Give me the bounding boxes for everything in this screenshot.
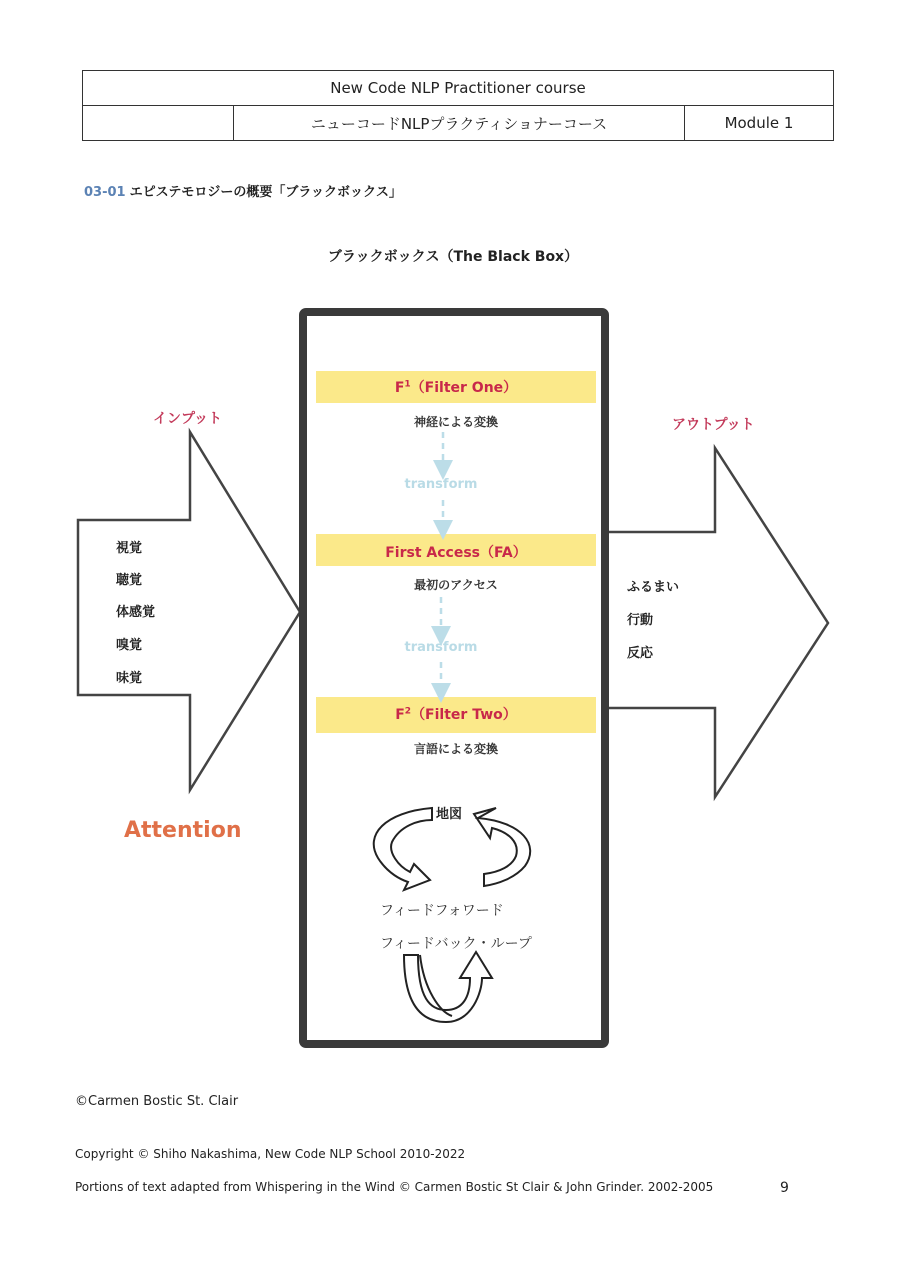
map-label: 地図 [436, 807, 463, 822]
course-title-ja: ニューコードNLPプラクティショナーコース [234, 106, 685, 141]
output-item: 行動 [627, 613, 654, 628]
first-access-subtitle: 最初のアクセス [414, 578, 498, 592]
input-item: 体感覚 [116, 605, 156, 620]
filter-one-title [316, 377, 596, 397]
input-item: 嗅覚 [116, 638, 143, 653]
transform-label-2: transform [404, 640, 478, 655]
feedback-loop-label: フィードバック・ループ [380, 936, 532, 952]
section-title: エピステモロジーの概要「ブラックボックス」 [129, 185, 402, 200]
filter-two-sup: 2 [404, 706, 412, 717]
filter-two-title [316, 704, 596, 724]
filter-two-title-f: F [395, 707, 405, 723]
output-item: ふるまい [627, 580, 680, 595]
input-item: 聴覚 [116, 573, 143, 588]
credit-text: ©Carmen Bostic St. Clair [75, 1094, 239, 1109]
course-title-en: New Code NLP Practitioner course [83, 71, 834, 106]
transform-label-1: transform [404, 477, 478, 492]
attention-label: Attention [124, 818, 242, 843]
input-item: 味覚 [116, 671, 143, 686]
filter-two-subtitle: 言語による変換 [413, 742, 498, 756]
output-item: 反応 [627, 646, 654, 661]
filter-one-title-f: F [394, 380, 405, 396]
portions-text: Portions of text adapted from Whispering in the Wind © Carmen Bostic St Clair & John Grinder. 2002-2005 [75, 1180, 714, 1194]
filter-one-subtitle: 神経による変換 [413, 415, 498, 429]
filter-two-title-text: （Filter Two） [411, 707, 517, 723]
filter-one-title-text: （Filter One） [410, 380, 518, 396]
copyright-text: Copyright © Shiho Nakashima, New Code NLP School 2010-2022 [75, 1147, 466, 1161]
feedforward-label: フィードフォワード [380, 903, 504, 919]
page-number: 9 [780, 1180, 789, 1196]
output-label: アウトプット [672, 417, 755, 433]
input-label: インプット [153, 411, 223, 427]
filter-one-sup: 1 [404, 379, 411, 390]
module-label: Module 1 [685, 106, 834, 141]
first-access-title: First Access（FA） [385, 545, 527, 561]
diagram-title: ブラックボックス（The Black Box） [327, 249, 579, 265]
input-arrow-shape [78, 432, 300, 790]
input-item: 視覚 [116, 541, 143, 556]
section-number: 03-01 [84, 185, 126, 200]
